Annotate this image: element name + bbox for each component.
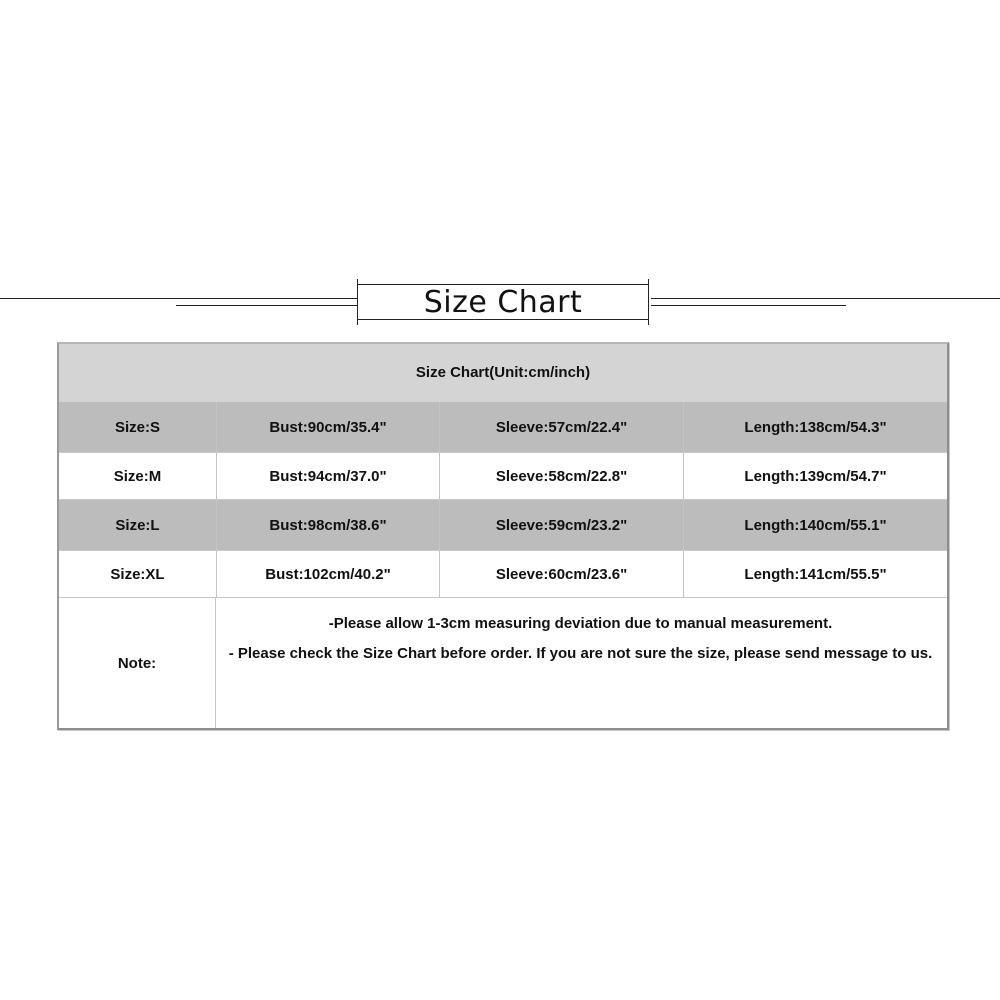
bust-cell: Bust:94cm/37.0" (216, 453, 439, 499)
note-text (216, 598, 947, 728)
length-cell: Length:139cm/54.7" (683, 453, 947, 499)
note-line-2: - Please check the Size Chart before order. If you are not sure the size, please send message to us. (228, 645, 933, 662)
bust-cell: Bust:90cm/35.4" (216, 402, 439, 452)
size-chart-table (57, 342, 949, 730)
bust-cell: Bust:102cm/40.2" (216, 551, 439, 597)
sleeve-cell: Sleeve:60cm/23.6" (439, 551, 683, 597)
header-box-tick (648, 279, 649, 287)
header-box-tick (648, 317, 649, 325)
header-rule-left (0, 298, 357, 299)
table-row (59, 550, 947, 598)
sleeve-cell: Sleeve:57cm/22.4" (439, 402, 683, 452)
size-cell: Size:S (114, 418, 160, 436)
length-cell: Length:141cm/55.5" (683, 551, 947, 597)
length-cell: Length:138cm/54.3" (683, 402, 947, 452)
size-cell: Size:L (115, 516, 160, 534)
header-title-box (357, 284, 649, 320)
page-title: Size Chart (423, 285, 583, 320)
note-line-1: -Please allow 1-3cm measuring deviation due to manual measurement. (328, 615, 833, 632)
size-cell: Size:M (113, 467, 162, 485)
table-caption: Size Chart(Unit:cm/inch) (59, 344, 947, 402)
length-cell: Length:140cm/55.1" (683, 500, 947, 550)
table-row (59, 500, 947, 550)
header-rule-right (651, 298, 1000, 299)
table-row (59, 402, 947, 452)
header-rule-right-inner (651, 305, 846, 306)
note-label: Note: (59, 598, 216, 728)
size-cell: Size:XL (110, 565, 165, 583)
sleeve-cell: Sleeve:59cm/23.2" (439, 500, 683, 550)
sleeve-cell: Sleeve:58cm/22.8" (439, 453, 683, 499)
table-row (59, 452, 947, 500)
bust-cell: Bust:98cm/38.6" (216, 500, 439, 550)
header-rule-left-inner (176, 305, 357, 306)
note-row (59, 598, 947, 728)
